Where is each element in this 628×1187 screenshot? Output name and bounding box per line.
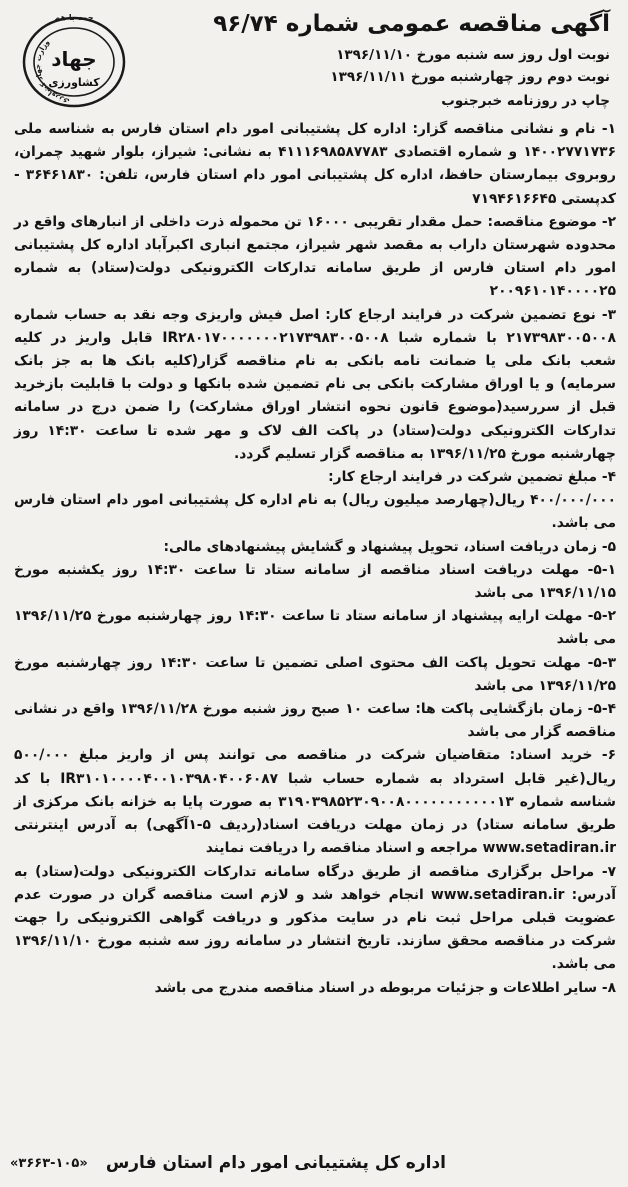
clause-5-3-envelope-deadline: ۵-۳- مهلت تحویل پاکت الف محتوی اصلی تضمین تا ساعت ۱۴:۳۰ روز چهارشنبه مورخ ۱۳۹۶/۱۱/۲۵ می باشد	[14, 654, 616, 694]
clause-8-other-info: ۸- سایر اطلاعات و جزئیات مربوطه در اسناد مناقصه مندرج می باشد	[154, 979, 616, 996]
jahad-keshavarzi-logo	[14, 8, 134, 108]
clause-5-4-opening-time: ۵-۴- زمان بازگشایی پاکت ها: ساعت ۱۰ صبح روز شنبه مورخ ۱۳۹۶/۱۱/۲۸ واقع در نشانی مناقصه گزار می باشد	[14, 701, 616, 741]
first-notice-date: نوبت اول روز سه شنبه مورخ ۱۳۹۶/۱۱/۱۰	[336, 47, 610, 63]
clause-2-subject: ۲- موضوع مناقصه: حمل مقدار تقریبی ۱۶۰۰۰ تن محموله ذرت داخلی از انبارهای واقع در محدوده شهرستان داراب به مقصد شهر شیراز، مجتمع انباری اکبرآباد اداره کل پشتیبانی امور دام استان فارس از طریق سامانه تدارکات الکترونیکی دولت(ستاد) به شماره ۲۰۰۹۶۱۰۱۴۰۰۰۰۲۵	[14, 213, 616, 300]
clause-3-guarantee-type: ۳- نوع تضمین شرکت در فرایند ارجاع کار: اصل فیش واریزی وجه نقد به حساب شماره ۲۱۷۳۹۸۳۰۰۵۰۰۸ با شماره شبا IR۲۸۰۱۷۰۰۰۰۰۰۰۲۱۷۳۹۸۳۰۰۵۰۰۸ قابل واریز در کلیه شعب بانک ملی یا ضمانت نامه بانکی به نام مناقصه گزار(کلیه بانک ها به جز بانک سرمایه) و یا اوراق مشارکت بانکی بی نام تضمین شده بانکها و دولت با قابلیت بازخرید قبل از سررسید(موضوع قانون نحوه انتشار اوراق مشارکت) را ضمن درج در سامانه تدارکات الکترونیکی دولت(ستاد) در پاکت الف لاک و مهر شده تا ساعت ۱۴:۳۰ روز چهارشنبه مورخ ۱۳۹۶/۱۱/۲۵ به مناقصه گزار تسلیم گردد.	[14, 306, 616, 462]
clause-5-1-document-deadline: ۵-۱- مهلت دریافت اسناد مناقصه از سامانه ستاد تا ساعت ۱۴:۳۰ روز یکشنبه مورخ ۱۳۹۶/۱۱/۱۵ می باشد	[14, 561, 616, 602]
second-notice-date: نوبت دوم روز چهارشنبه مورخ ۱۳۹۶/۱۱/۱۱	[330, 69, 610, 85]
notice-header	[14, 6, 616, 118]
clause-4-guarantee-amount-heading: ۴- مبلغ تضمین شرکت در فرایند ارجاع کار:	[328, 469, 616, 486]
logo-top-text: حمه با هم	[54, 13, 94, 22]
notice-footer	[10, 1150, 616, 1180]
clause-5-schedule-heading: ۵- زمان دریافت اسناد، تحویل پیشنهاد و گشایش پیشنهادهای مالی:	[163, 538, 616, 555]
clause-4-guarantee-amount: ۴۰۰/۰۰۰/۰۰۰ ریال(چهارصد میلیون ریال) به نام اداره کل پشتیبانی امور دام استان فارس می باشد.	[14, 492, 616, 532]
notice-title: آگهی مناقصه عمومی شماره ۹۶/۷۴	[213, 11, 610, 37]
clause-6-document-purchase: ۶- خرید اسناد: متقاضیان شرکت در مناقصه می توانند پس از واریز مبلغ ۵۰۰/۰۰۰ ریال(غیر قابل استرداد به شماره حساب شبا IR۳۱۰۱۰۰۰۰۴۰۰۱۰۳۹۸۰۴۰۰۶۰۸۷ با کد شناسه شماره ۳۱۹۰۳۹۸۵۲۳۰۹۰۰۸۰۰۰۰۰۰۰۰۰۰۰۱۳ به صورت پایا به خزانه بانک مرکزی از طریق سامانه ستاد) در زمان مهلت دریافت اسناد(ردیف ۵-۱آگهی) به آدرس اینترنتی www.setadiran.ir مراجعه و اسناد مناقصه را دریافت نمایند	[14, 747, 616, 857]
clause-5-2-bid-deadline: ۵-۲- مهلت ارایه پیشنهاد از سامانه ستاد تا ساعت ۱۴:۳۰ روز چهارشنبه مورخ ۱۳۹۶/۱۱/۲۵ می باشد	[14, 608, 616, 648]
clause-1-organizer: ۱- نام و نشانی مناقصه گزار: اداره کل پشتیبانی امور دام استان فارس به شناسه ملی ۱۴۰۰۲۷۷۱۷۳۶ و شماره اقتصادی ۴۱۱۱۶۹۸۵۸۷۷۸۳ به نشانی: شیراز، بلوار شهید چمران، روبروی بیمارستان حافظ، اداره کل پشتیبانی امور دام استان فارس، تلفن: ۳۶۴۶۱۸۳۰ - کدپستی ۷۱۹۴۶۱۶۶۴۵	[14, 121, 617, 207]
issuer-name: اداره کل پشتیبانی امور دام استان فارس	[105, 1153, 446, 1173]
logo-ring-text: وزارت جهاد کشاورزی	[33, 38, 71, 106]
newspaper-line: چاپ در روزنامه خبرجنوب	[441, 93, 610, 109]
notice-body	[14, 118, 616, 1000]
logo-sub-word: کشاورزی	[48, 76, 100, 89]
clause-7-procedure: ۷- مراحل برگزاری مناقصه از طریق درگاه سامانه تدارکات الکترونیکی دولت(ستاد) به آدرس: www.setadiran.ir انجام خواهد شد و لازم است مناقصه گران در صورت عدم عضویت قبلی مراحل ثبت نام در سایت مذکور و دریافت گواهی الکترونیکی را جهت شرکت در مناقصه محقق سازند. تاریخ انتشار در سامانه روز سه شنبه مورخ ۱۳۹۶/۱۱/۱۰ می باشد.	[14, 863, 616, 973]
notice-code: «۳۶۶۳-۱۰۵»	[10, 1156, 88, 1171]
logo-main-word: جهاد	[51, 47, 97, 71]
